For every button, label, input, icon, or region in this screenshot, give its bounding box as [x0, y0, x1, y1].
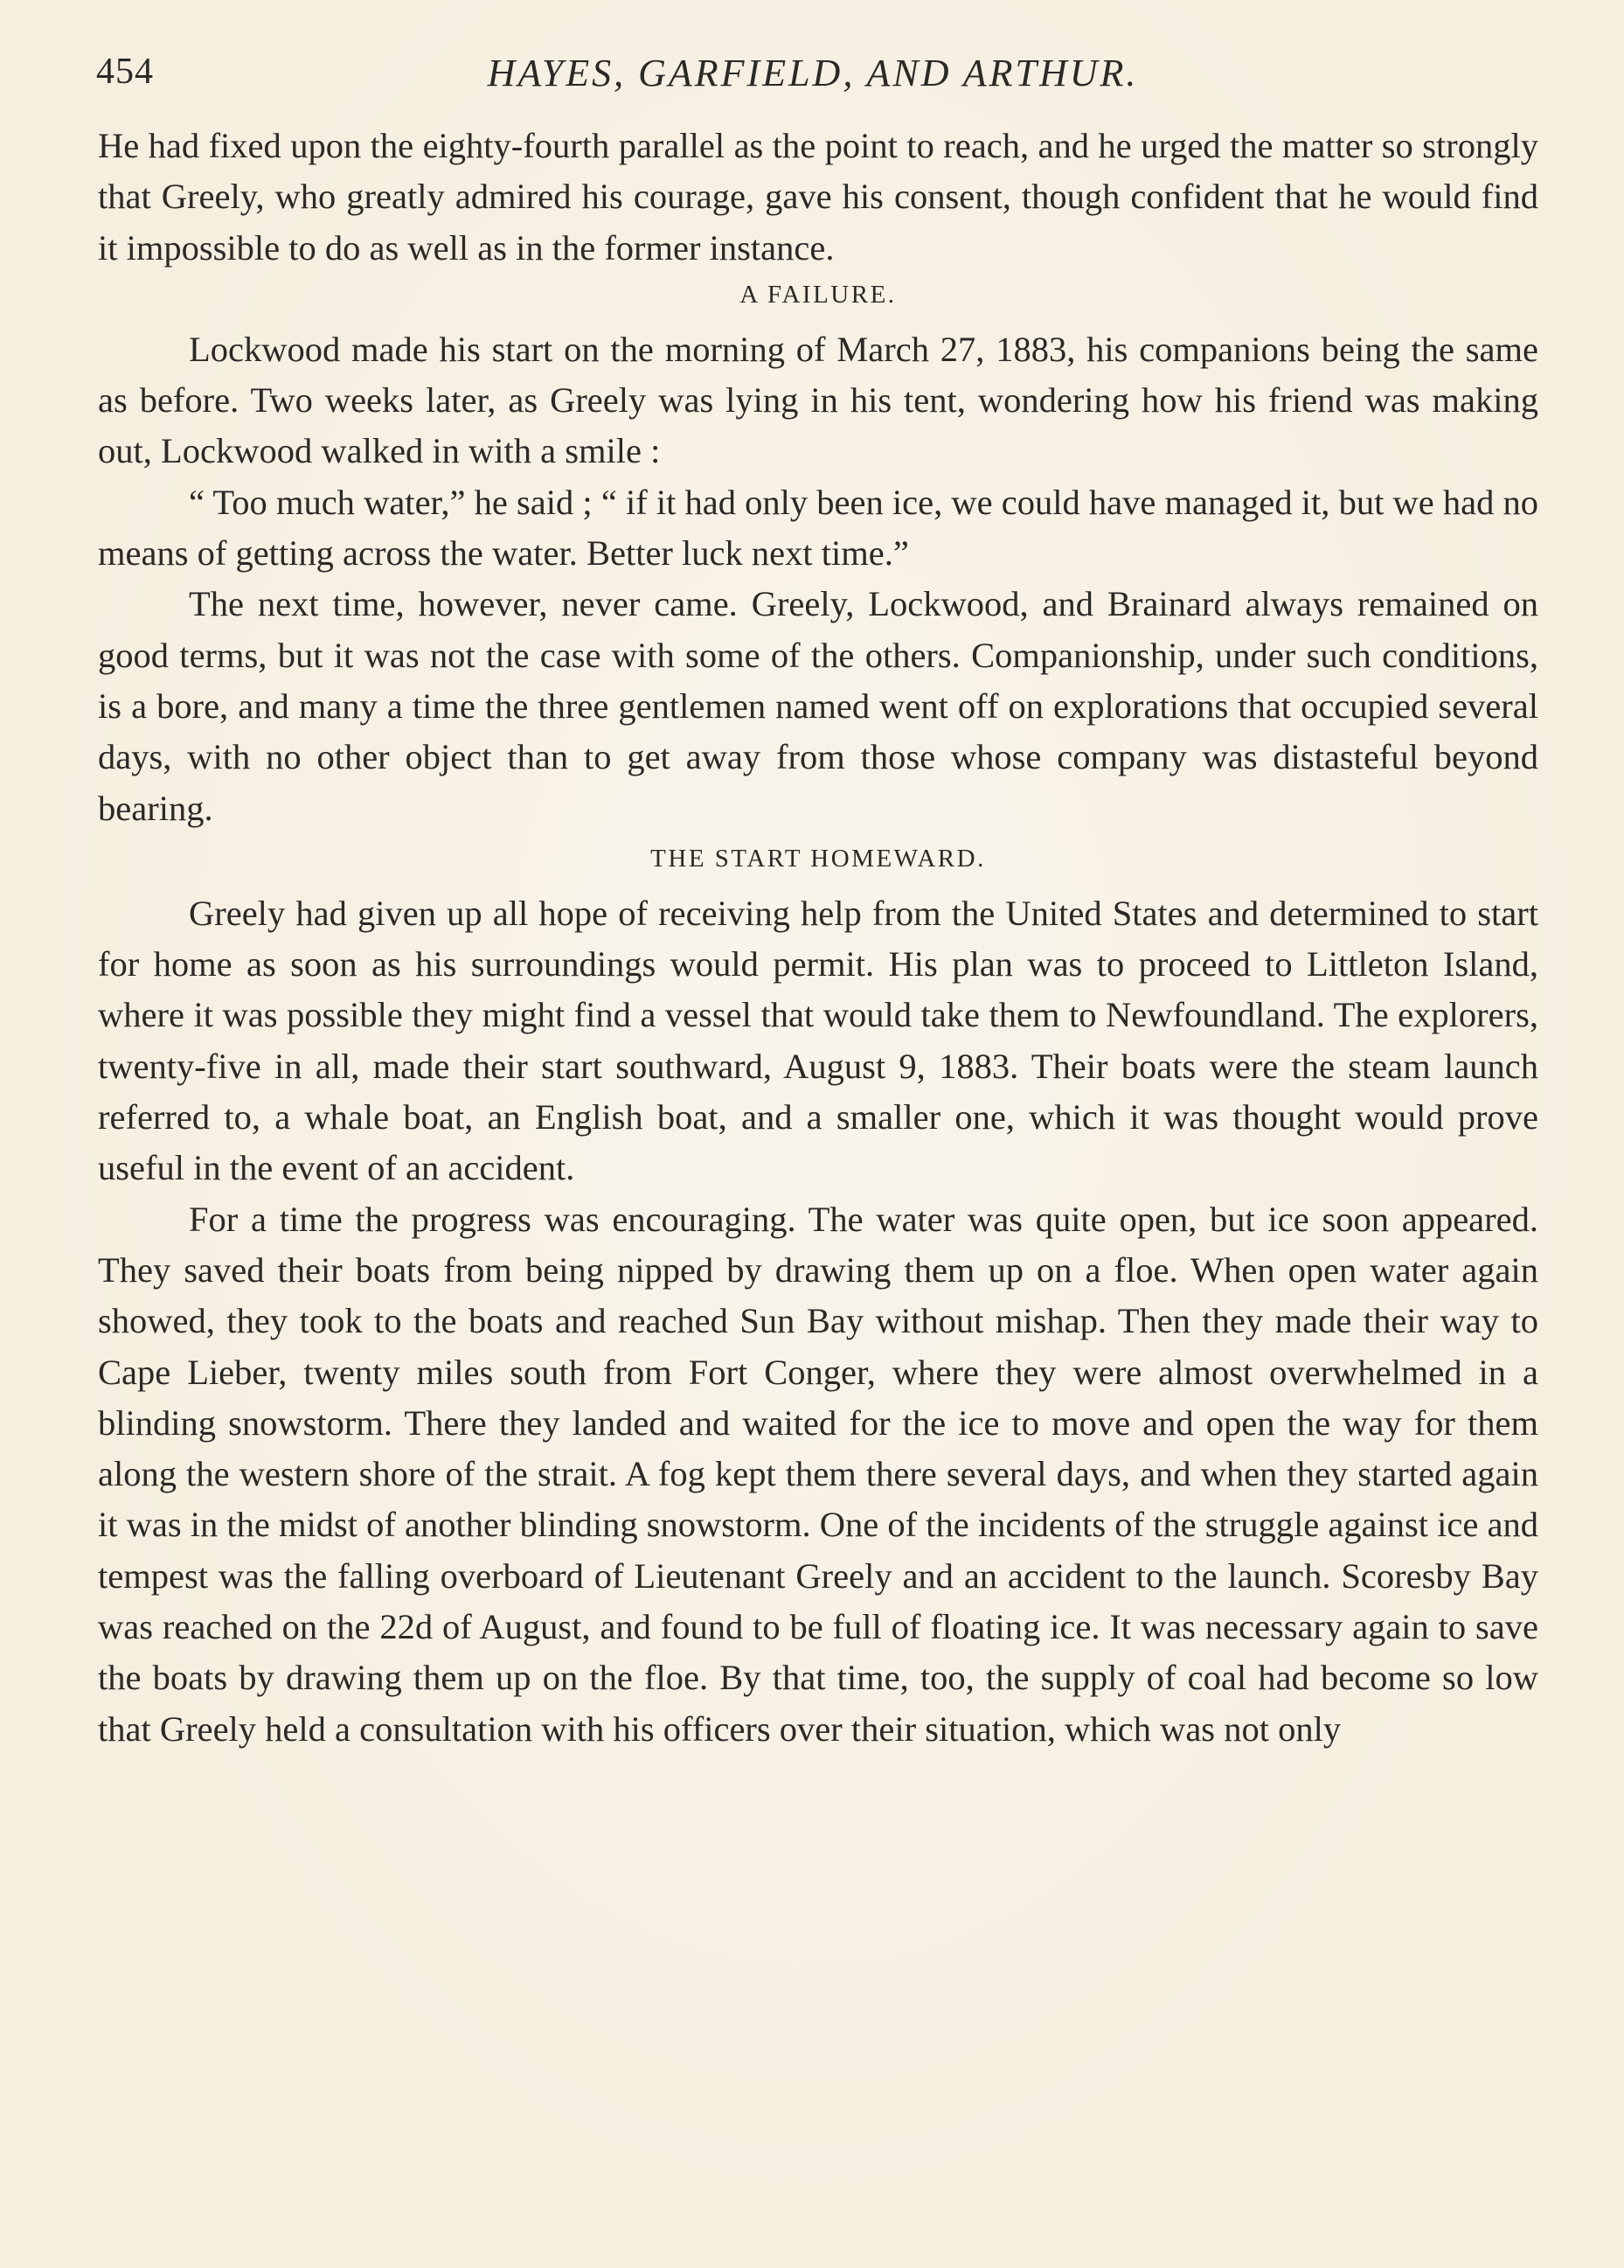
running-title: HAYES, GARFIELD, AND ARTHUR.	[487, 52, 1139, 94]
page-header	[96, 51, 1530, 112]
paragraph-5: Greely had given up all hope of receiving help from the United States and determined to start for home as soon as his surroundings would permit. His plan was to proceed to Littleton Island, where it was possible they might find a vessel that would take them to Newfoundland. The explorers, twenty-five in all, made their start southward, August 9, 1883. Their boats were the steam launch referred to, a whale boat, an English boat, and a smaller one, which it was thought would prove useful in the event of an accident.	[98, 893, 1538, 1188]
paragraph-3: “ Too much water,” he said ; “ if it had only been ice, we could have managed it, but we had no means of getting across the water. Better luck next time.”	[98, 482, 1538, 574]
body-text	[98, 121, 1538, 1755]
paragraph-2: Lockwood made his start on the morning of March 27, 1883, his companions being the same as before. Two weeks later, as Greely was lying in his tent, wondering how his friend was making out, Lockwood walked in with a smile :	[98, 329, 1538, 471]
paragraph-1: He had fixed upon the eighty-fourth parallel as the point to reach, and he urged the matter so strongly that Greely, who greatly admired his courage, gave his consent, though confident that he would find it impossible to do as well as in the former instance.	[98, 126, 1538, 268]
paragraph-6: For a time the progress was encouraging. The water was quite open, but ice soon appeared. They saved their boats from being nipped by drawing them up on a floe. When open water again showed, they took to the boats and reached Sun Bay without mishap. Then they made their way to Cape Lieber, twenty miles south from Fort Conger, where they were almost overwhelmed in a blinding snowstorm. There they landed and waited for the ice to move and open the way for them along the western shore of the strait. A fog kept them there several days, and when they started again it was in the midst of another blinding snowstorm. One of the incidents of the struggle against ice and tempest was the falling overboard of Lieutenant Greely and an accident to the launch. Scoresby Bay was reached on the 22d of August, and found to be full of floating ice. It was necessary again to save the boats by drawing them up on the floe. By that time, too, the supply of coal had become so low that Greely held a consultation with his officers over their situation, which was not only	[98, 1199, 1538, 1749]
paragraph-4: The next time, however, never came. Greely, Lockwood, and Brainard always remained on good terms, but it was not the case with some of the others. Companionship, under such conditions, is a bore, and many a time the three gentlemen named went off on explorations that occupied several days, with no other object than to get away from those whose company was distasteful beyond bearing.	[98, 584, 1538, 828]
page-number: 454	[96, 52, 154, 92]
section-heading-start-homeward: THE START HOMEWARD.	[650, 844, 986, 873]
section-heading-a-failure: A FAILURE.	[739, 280, 897, 309]
